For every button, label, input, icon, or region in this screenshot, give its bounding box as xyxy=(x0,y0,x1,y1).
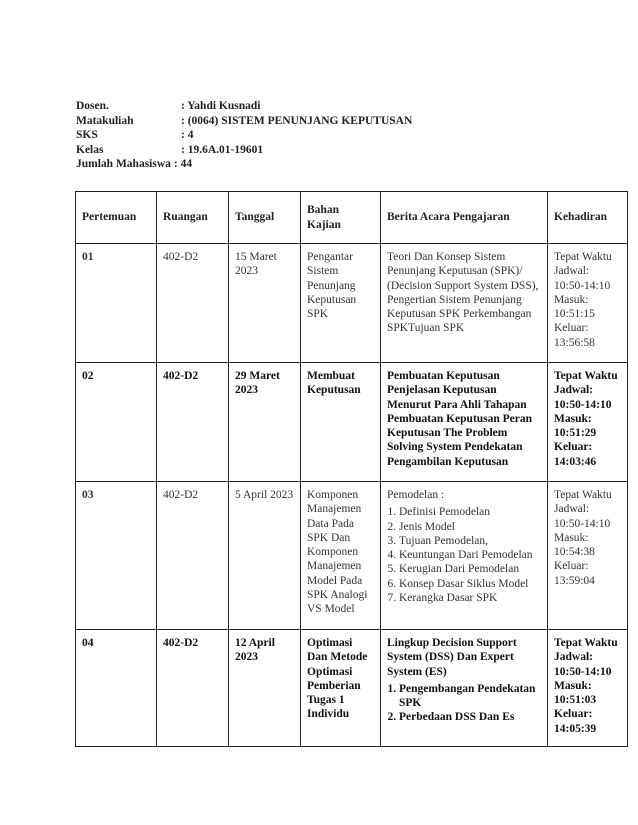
list-item: 6. Konsep Dasar Siklus Model xyxy=(399,577,541,591)
header-kehadiran: Kehadiran xyxy=(548,192,628,244)
list-item: 4. Keuntungan Dari Pemodelan xyxy=(399,548,541,562)
ruangan-cell: 402-D2 xyxy=(157,244,229,363)
pertemuan-cell: 01 xyxy=(76,244,157,363)
kehadiran-cell: Tepat Waktu Jadwal: 10:50-14:10 Masuk: 10:51:15 Keluar: 13:56:58 xyxy=(548,244,628,363)
matakuliah-row xyxy=(76,114,412,129)
berita-cell: Pembuatan Keputusan Penjelasan Keputusan Menurut Para Ahli Tahapan Pembuatan Keputusan Peran Keputusan The Problem Solving System Pendekatan Pengambilan Keputusan xyxy=(381,363,548,482)
dosen-row xyxy=(76,99,412,114)
attendance-table xyxy=(75,191,628,747)
berita-list xyxy=(387,505,541,605)
ruangan-cell: 402-D2 xyxy=(157,482,229,630)
list-item: 3. Tujuan Pemodelan, xyxy=(399,534,541,548)
kajian-cell: Pengantar Sistem Penunjang Keputusan SPK xyxy=(301,244,381,363)
list-item: 7. Kerangka Dasar SPK xyxy=(399,591,541,605)
tanggal-cell: 12 April 2023 xyxy=(229,630,301,747)
header-ruangan: Ruangan xyxy=(157,192,229,244)
ruangan-cell: 402-D2 xyxy=(157,363,229,482)
header-bahan-kajian: Bahan Kajian xyxy=(301,192,381,244)
tanggal-cell: 15 Maret 2023 xyxy=(229,244,301,363)
list-item: 5. Kerugian Dari Pemodelan xyxy=(399,562,541,576)
berita-cell xyxy=(381,630,548,747)
berita-cell: Teori Dan Konsep Sistem Penunjang Keputusan (SPK)/ (Decision Support System DSS), Pengertian Sistem Penunjang Keputusan SPK Perkembangan SPKTujuan SPK xyxy=(381,244,548,363)
table-row xyxy=(76,363,628,482)
berita-lead: Pemodelan : xyxy=(387,489,445,501)
sks-value: : 4 xyxy=(181,129,194,141)
tanggal-cell: 5 April 2023 xyxy=(229,482,301,630)
list-item: 2. Perbedaan DSS Dan Es xyxy=(399,710,541,724)
berita-cell xyxy=(381,482,548,630)
sks-label: SKS xyxy=(76,129,98,141)
kajian-cell: Komponen Manajemen Data Pada SPK Dan Komponen Manajemen Model Pada SPK Analogi VS Model xyxy=(301,482,381,630)
course-info-header xyxy=(76,99,412,172)
kelas-label: Kelas xyxy=(76,143,104,156)
kajian-cell: Optimasi Dan Metode Optimasi Pemberian Tugas 1 Individu xyxy=(301,630,381,747)
berita-list xyxy=(387,682,541,725)
list-item: 1. Pengembangan Pendekatan SPK xyxy=(399,682,541,711)
list-item: 2. Jenis Model xyxy=(399,520,541,534)
pertemuan-cell: 02 xyxy=(76,363,157,482)
table-row xyxy=(76,244,628,363)
header-pertemuan: Pertemuan xyxy=(76,192,157,244)
kajian-cell: Membuat Keputusan xyxy=(301,363,381,482)
berita-lead: Lingkup Decision Support System (DSS) Dan Expert System (ES) xyxy=(387,637,517,678)
header-berita-acara: Berita Acara Pengajaran xyxy=(381,192,548,244)
matakuliah-value: : (0064) SISTEM PENUNJANG KEPUTUSAN xyxy=(181,114,413,127)
jumlah-row xyxy=(76,157,412,172)
dosen-label: Dosen. xyxy=(76,100,109,112)
pertemuan-cell: 03 xyxy=(76,482,157,630)
kelas-value: : 19.6A.01-19601 xyxy=(181,143,264,156)
kelas-row xyxy=(76,143,412,158)
dosen-value: : Yahdi Kusnadi xyxy=(181,100,261,112)
header-tanggal: Tanggal xyxy=(229,192,301,244)
table-row xyxy=(76,482,628,630)
list-item: 1. Definisi Pemodelan xyxy=(399,505,541,519)
table-header-row xyxy=(76,192,628,244)
jumlah-label: Jumlah Mahasiswa xyxy=(76,158,171,170)
kehadiran-cell: Tepat Waktu Jadwal: 10:50-14:10 Masuk: 10:51:03 Keluar: 14:05:39 xyxy=(548,630,628,747)
kehadiran-cell: Tepat Waktu Jadwal: 10:50-14:10 Masuk: 10:51:29 Keluar: 14:03:46 xyxy=(548,363,628,482)
sks-row xyxy=(76,128,412,143)
pertemuan-cell: 04 xyxy=(76,630,157,747)
ruangan-cell: 402-D2 xyxy=(157,630,229,747)
tanggal-cell: 29 Maret 2023 xyxy=(229,363,301,482)
jumlah-value: : 44 xyxy=(173,158,193,170)
table-row xyxy=(76,630,628,747)
kehadiran-cell: Tepat Waktu Jadwal: 10:50-14:10 Masuk: 10:54:38 Keluar: 13:59:04 xyxy=(548,482,628,630)
matakuliah-label: Matakuliah xyxy=(76,114,134,127)
